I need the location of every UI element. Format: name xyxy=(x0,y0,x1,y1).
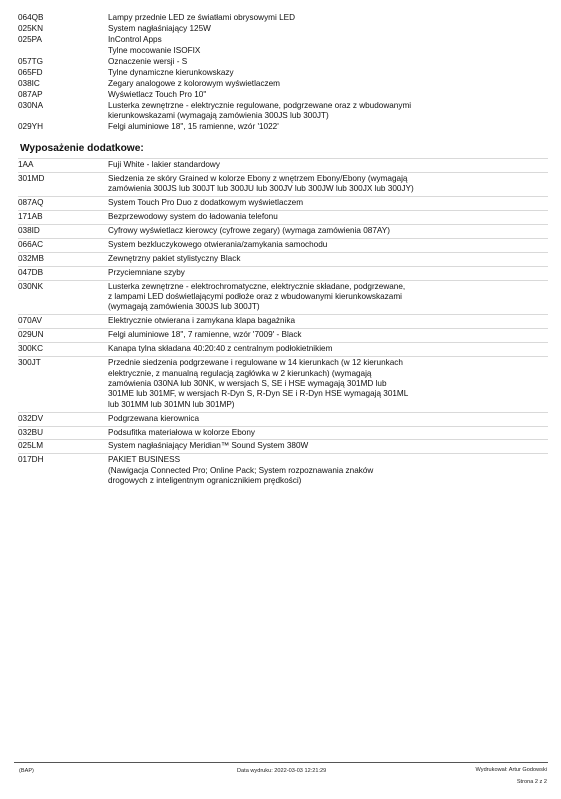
option-code: 025PA xyxy=(18,35,42,44)
option-description: Kanapa tylna składana 40:20:40 z centralnym podłokietnikiem xyxy=(108,344,333,354)
option-description: Felgi aluminiowe 18", 7 ramienne, wzór '7009' - Black xyxy=(108,330,302,340)
equipment-row xyxy=(18,196,548,208)
equipment-row xyxy=(18,57,548,67)
option-code xyxy=(18,46,108,56)
option-code: 064QB xyxy=(18,13,44,22)
option-description: Felgi aluminiowe 18", 15 ramienne, wzór '1022' xyxy=(108,122,279,132)
option-code: 087AQ xyxy=(18,198,44,208)
equipment-row xyxy=(18,266,548,278)
option-code: 032BU xyxy=(18,427,44,437)
footer-divider xyxy=(14,762,548,763)
footer-print-date: Data wydruku: 2022-03-03 12:21:29 xyxy=(237,768,327,774)
option-description: Podgrzewana kierownica xyxy=(108,413,200,423)
option-description: Podsufitka materiałowa w kolorze Ebony xyxy=(108,427,255,437)
equipment-row xyxy=(18,13,548,23)
equipment-row xyxy=(18,426,548,438)
option-description: Przednie siedzenia podgrzewane i regulowane w 14 kierunkach (w 12 kierunkach elektrycznie, z manualną regulacją zagłówka w 2 kierunkach) (wymagają zamówienia 030NA lub 30NK, w wersjach S, SE i HSE wymagają 301MD lub 301ME lub 301MF, w wersjach R-Dyn S, R-Dyn SE i R-Dyn HSE wymagają 301ML lub 301MM lub 301MN lub 301MP) xyxy=(108,358,409,409)
option-code: 032DV xyxy=(18,413,44,423)
option-code: 065FD xyxy=(18,68,43,77)
option-description: System bezkluczykowego otwierania/zamykania samochodu xyxy=(108,239,328,249)
equipment-row xyxy=(18,238,548,250)
option-code: 029YH xyxy=(18,122,44,132)
option-code: 038ID xyxy=(18,226,40,236)
option-description: Fuji White - lakier standardowy xyxy=(108,160,220,169)
equipment-row xyxy=(18,68,548,78)
option-code: 017DH xyxy=(18,455,44,465)
option-code: 029UN xyxy=(18,330,44,340)
additional-equipment-list xyxy=(18,158,548,488)
option-description: Przyciemniane szyby xyxy=(108,267,185,277)
option-code: 032MB xyxy=(18,253,44,263)
option-description: Zegary analogowe z kolorowym wyświetlaczem xyxy=(108,79,281,88)
option-code: 301MD xyxy=(18,173,45,183)
option-description: Wyświetlacz Touch Pro 10" xyxy=(108,90,207,99)
equipment-row xyxy=(18,158,548,170)
equipment-row xyxy=(18,79,548,89)
equipment-row xyxy=(18,439,548,451)
option-code: 030NK xyxy=(18,281,44,291)
equipment-row xyxy=(18,356,548,410)
option-description: PAKIET BUSINESS (Nawigacja Connected Pro; Online Pack; System rozpoznawania znaków drogowych z inteligentnym ogranicznikiem prędkości) xyxy=(108,455,374,486)
equipment-row xyxy=(18,224,548,236)
equipment-row xyxy=(18,101,548,122)
option-description: System Touch Pro Duo z dodatkowym wyświetlaczem xyxy=(108,198,304,208)
option-code: 025KN xyxy=(18,24,44,33)
equipment-row xyxy=(18,280,548,313)
option-description: Lampy przednie LED ze światłami obrysowymi LED xyxy=(108,13,296,22)
option-description: Elektrycznie otwierana i zamykana klapa bagażnika xyxy=(108,316,296,326)
option-description: System nagłaśniający 125W xyxy=(108,24,211,33)
option-code: 066AC xyxy=(18,239,44,249)
footer-printed-by: Wydrukował: Artur Godowski xyxy=(475,767,547,773)
option-description: InControl Apps xyxy=(108,35,162,44)
equipment-row xyxy=(18,46,548,56)
option-code: 300KC xyxy=(18,344,44,354)
option-description: Tylne mocowanie ISOFIX xyxy=(108,46,201,55)
option-code: 087AP xyxy=(18,90,43,99)
equipment-row xyxy=(18,24,548,34)
equipment-row xyxy=(18,342,548,354)
equipment-row xyxy=(18,453,548,486)
additional-equipment-heading: Wyposażenie dodatkowe: xyxy=(20,143,144,154)
option-description: Oznaczenie wersji - S xyxy=(108,57,188,66)
standard-equipment-list xyxy=(18,13,548,133)
footer-code: (BAP) xyxy=(19,768,34,774)
option-code: 038IC xyxy=(18,79,40,88)
option-description: Lusterka zewnętrzne - elektrochromatyczne, elektrycznie składane, podgrzewane, z lampami LED doświetlającymi podłoże oraz z wbudowanymi kierunkowskazami (wymagają zamówienia 300JS lub 300JT) xyxy=(108,281,406,312)
option-code: 171AB xyxy=(18,212,43,222)
equipment-row xyxy=(18,252,548,264)
equipment-row xyxy=(18,210,548,222)
option-description: System nagłaśniający Meridian™ Sound System 380W xyxy=(108,441,309,451)
option-code: 025LM xyxy=(18,441,44,451)
equipment-row xyxy=(18,314,548,326)
option-description: Lusterka zewnętrzne - elektrycznie regulowane, podgrzewane oraz z wbudowanymi kierunkowskazami (wymagają zamówienia 300JS lub 300JT) xyxy=(108,101,412,121)
equipment-row xyxy=(18,328,548,340)
equipment-row xyxy=(18,172,548,195)
footer-page-number: Strona 2 z 2 xyxy=(516,779,547,785)
option-description: Cyfrowy wyświetlacz kierowcy (cyfrowe zegary) (wymaga zamówienia 087AY) xyxy=(108,226,390,236)
option-description: Bezprzewodowy system do ładowania telefonu xyxy=(108,212,278,222)
equipment-row xyxy=(18,35,548,45)
equipment-row xyxy=(18,90,548,100)
option-code: 030NA xyxy=(18,101,44,110)
option-code: 070AV xyxy=(18,316,42,326)
option-description: Zewnętrzny pakiet stylistyczny Black xyxy=(108,253,241,263)
option-code: 047DB xyxy=(18,267,44,277)
option-code: 057TG xyxy=(18,57,44,66)
option-code: 1AA xyxy=(18,160,34,169)
option-description: Tylne dynamiczne kierunkowskazy xyxy=(108,68,234,77)
option-code: 300JT xyxy=(18,358,41,368)
option-description: Siedzenia ze skóry Grained w kolorze Ebony z wnętrzem Ebony/Ebony (wymagają zamówienia 300JS lub 300JT lub 300JU lub 300JV lub 300JW lub 300JX lub 300JY) xyxy=(108,173,414,194)
equipment-row xyxy=(18,412,548,424)
equipment-row xyxy=(18,122,548,132)
